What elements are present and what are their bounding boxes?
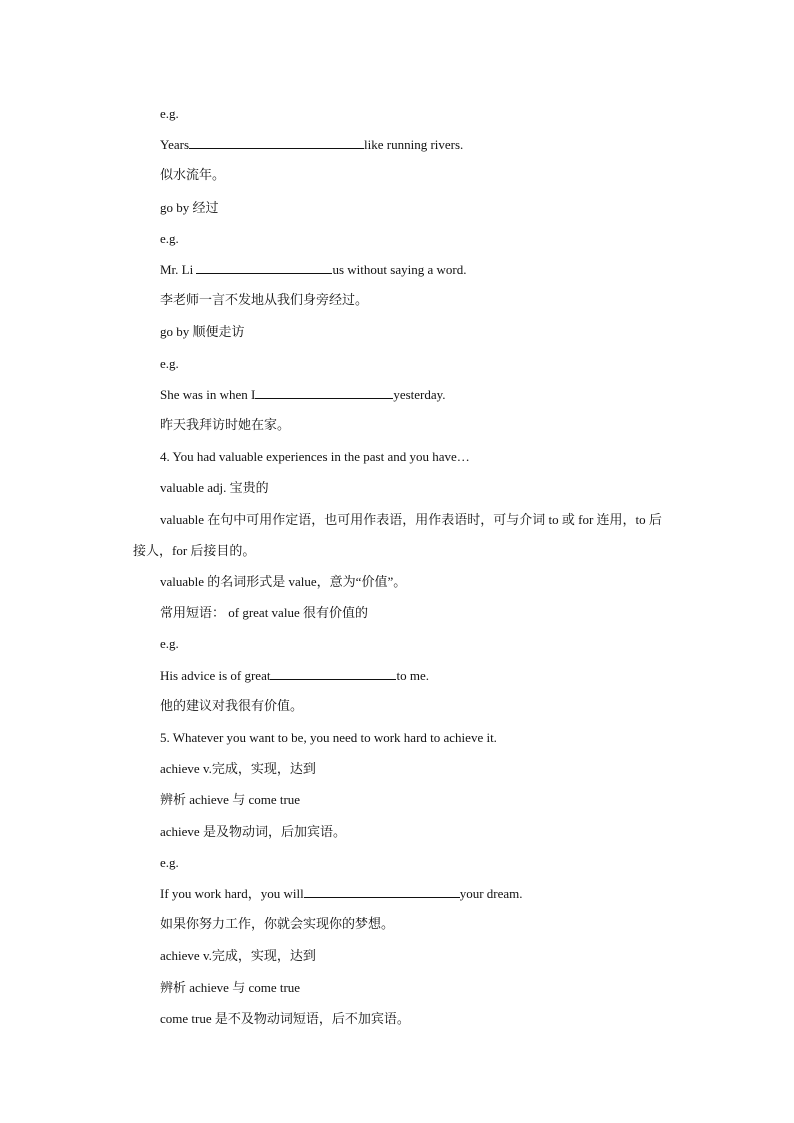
item-4-heading: 4. You had valuable experiences in the past and you have… — [160, 449, 470, 465]
exercise-advice: His advice is of great to me. — [160, 667, 429, 683]
example-label: e.g. — [160, 230, 179, 246]
answer-blank — [196, 261, 332, 274]
exercise-mrli: Mr. Li us without saying a word. — [160, 262, 467, 278]
exercise-if: If you work hard，you will your dream. — [160, 886, 523, 902]
answer-blank — [255, 386, 393, 399]
example-label: e.g. — [160, 106, 179, 121]
exercise-she: She was in when I yesterday. — [160, 386, 446, 402]
achieve-transitive-note: achieve 是及物动词，后加宾语。 — [160, 823, 346, 839]
valuable-noun: valuable 的名词形式是 value，意为“价值”。 — [160, 574, 407, 590]
exercise-years: Years like running rivers. — [160, 137, 464, 153]
compare-heading: 辨析 achieve 与 come true — [160, 792, 301, 808]
valuable-usage: valuable 在句中可用作定语，也可用作表语，用作表语时，可与介词 to 或 for 连用，to 后接人，for 后接目的。 — [133, 511, 662, 558]
example-label: e.g. — [160, 854, 179, 870]
compare-heading-repeat: 辨析 achieve 与 come true — [160, 979, 301, 995]
phrase-of-great-value: 常用短语： of great value 很有价值的 — [160, 605, 368, 621]
answer-blank — [189, 136, 364, 149]
example-label: e.g. — [160, 355, 179, 371]
translation-advice: 他的建议对我很有价值。 — [160, 698, 304, 714]
document-body — [133, 98, 665, 1034]
answer-blank — [270, 667, 396, 680]
translation-mrli: 李老师一言不发地从我们身旁经过。 — [160, 293, 369, 309]
achieve-definition: achieve v.完成，实现，达到 — [160, 761, 316, 777]
phrase-goby-visit: go by 顺便走访 — [160, 324, 245, 340]
translation-years: 似水流年。 — [160, 168, 226, 184]
valuable-definition: valuable adj. 宝贵的 — [160, 480, 269, 496]
item-5-heading: 5. Whatever you want to be, you need to work hard to achieve it. — [160, 730, 497, 746]
phrase-goby-pass: go by 经过 — [160, 199, 219, 215]
translation-if: 如果你努力工作，你就会实现你的梦想。 — [160, 917, 395, 933]
come-true-note: come true 是不及物动词短语，后不加宾语。 — [160, 1010, 410, 1026]
example-label: e.g. — [160, 636, 179, 652]
answer-blank — [304, 885, 460, 898]
translation-she: 昨天我拜访时她在家。 — [160, 418, 291, 434]
achieve-definition-repeat: achieve v.完成，实现，达到 — [160, 948, 316, 964]
